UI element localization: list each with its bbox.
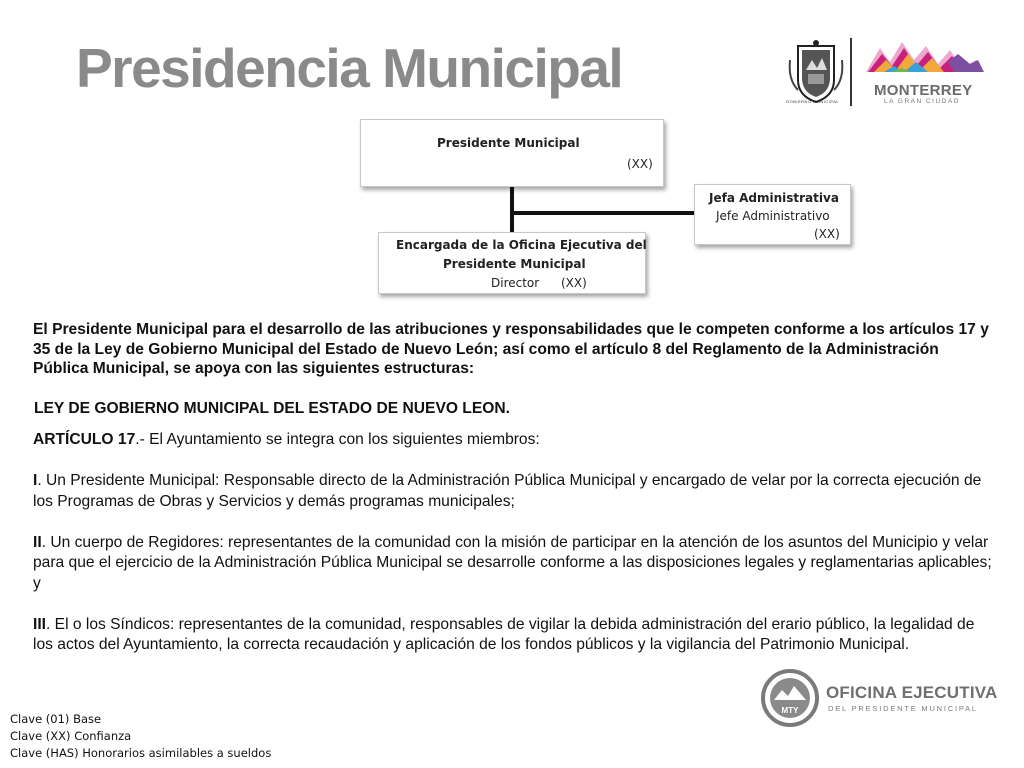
org-connector-vertical: [510, 185, 514, 233]
article-item-3: [33, 615, 998, 656]
municipal-seal-logo: [786, 40, 846, 106]
president-title: Presidente Municipal: [437, 136, 580, 150]
badge-text: MTY: [781, 706, 799, 715]
intro-paragraph: El Presidente Municipal para el desarrollo de las atribuciones y responsabilidades que le competen conforme a los artículos 17 y 35 de la Ley de Gobierno Municipal del Estado de Nuevo León; así como el artículo 8 del Reglamento de la Administración Pública Municipal, se apoya con las siguientes estructuras:: [33, 321, 989, 377]
article-item-text: . Un Presidente Municipal: Responsable directo de la Administración Pública Municipal y encargado de velar por la correcta ejecución de los Programas de Obras y Servicios y demás programas municipales;: [33, 472, 982, 510]
article-label: ARTÍCULO 17: [33, 431, 136, 448]
president-code: (XX): [627, 157, 653, 171]
executive-office-code: (XX): [561, 276, 587, 290]
article-item-numeral: III: [33, 615, 46, 633]
article-intro-text: .- El Ayuntamiento se integra con los siguientes miembros:: [135, 431, 540, 448]
legend-item: Clave (XX) Confianza: [10, 729, 132, 743]
legend-item: Clave (01) Base: [10, 712, 102, 726]
article-intro: [33, 430, 998, 451]
brand-name: MONTERREY: [874, 82, 973, 99]
legend: [10, 711, 271, 762]
legend-item: Clave (HAS) Honorarios asimilables a sueldos: [10, 746, 272, 760]
footer-brand-sub: DEL PRESIDENTE MUNICIPAL: [828, 704, 978, 713]
executive-office-title-line1: Encargada de la Oficina Ejecutiva del: [396, 238, 647, 252]
executive-office-role: Director: [491, 276, 540, 290]
org-box-admin[interactable]: [694, 184, 851, 245]
article-item-numeral: II: [33, 533, 42, 551]
article-item-text: . El o los Síndicos: representantes de la comunidad, responsables de vigilar la debida administración del erario público, la legalidad de los actos del Ayuntamiento, la correcta recaudación y aplicación de los fondos públicos y la vigilancia del Patrimonio Municipal.: [33, 615, 975, 653]
footer-brand-name: OFICINA EJECUTIVA: [826, 683, 998, 702]
admin-subtitle: Jefe Administrativo: [716, 209, 830, 223]
admin-code: (XX): [814, 227, 840, 241]
oficina-ejecutiva-badge-icon: [760, 668, 820, 728]
article-17: [33, 430, 998, 676]
logo-divider: [850, 38, 852, 106]
page-title: Presidencia Municipal: [76, 37, 623, 99]
org-connector-horizontal: [512, 211, 695, 215]
article-item-1: [33, 471, 998, 512]
article-item-2: [33, 533, 998, 595]
executive-office-title-line2: Presidente Municipal: [443, 257, 586, 271]
article-item-text: . Un cuerpo de Regidores: representantes de la comunidad con la misión de participar en la atención de los asuntos del Municipio y velar para que el ejercicio de la Administración Pública Municipal se desarrolle conforme a las disposiciones legales y reglamentarias aplicables; y: [33, 533, 992, 592]
brand-tagline: LA GRAN CIUDAD: [884, 98, 960, 105]
org-box-executive-office[interactable]: [378, 232, 646, 294]
seal-caption: GOBIERNO MUNICIPAL: [786, 99, 840, 104]
law-title: LEY DE GOBIERNO MUNICIPAL DEL ESTADO DE NUEVO LEON.: [34, 400, 510, 417]
article-item-numeral: I: [33, 472, 38, 489]
admin-title: Jefa Administrativa: [709, 191, 839, 205]
org-box-president[interactable]: [360, 119, 664, 187]
